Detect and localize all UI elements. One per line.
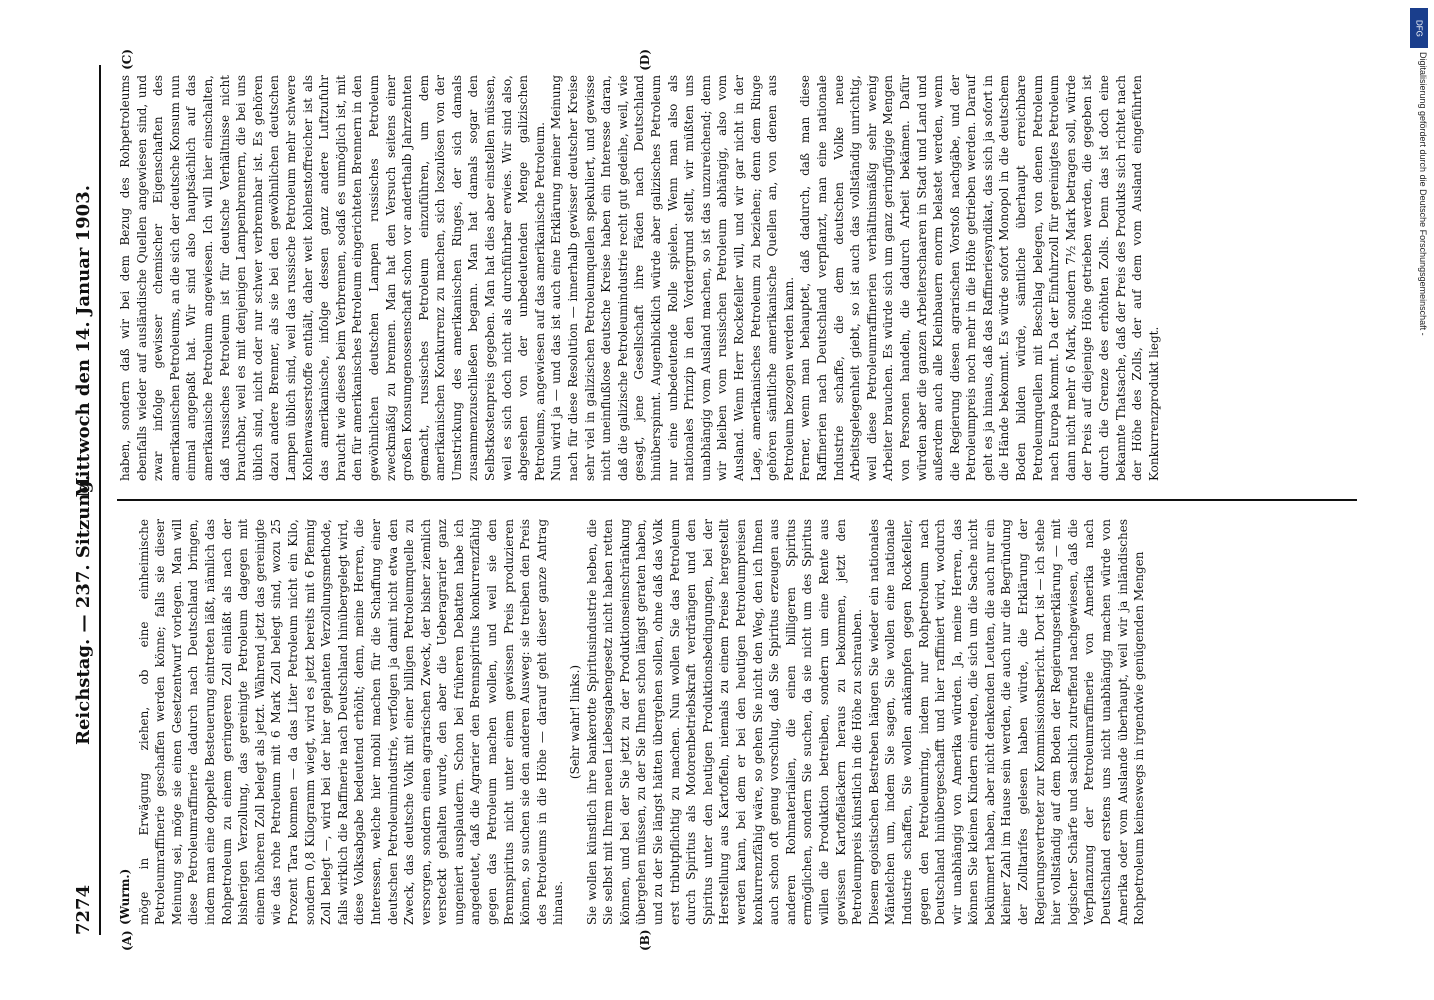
interjection: (Sehr wahr! links.) (568, 664, 583, 780)
paragraph: Diesem egoistischen Bestreben hängen Sie wieder ein nationales Mäntelchen um, indem Sie sagen, Sie wollen eine nationale Industrie schaffen, Sie wollen ankämpfen gegen Rockefeller, gegen den Petroleumring, indem nur Rohpetroleum nach Deutschland hinübergeschafft und hier raffiniert wird, wodurch wir unabhängig von Amerika würden. Ja, meine Herren, das können Sie kleinen Kindern einreden, die sich um die Sache nicht bekümmert haben, aber nicht denkenden Leuten, die auch nur ein kleiner Zahl im Hause sein werden, die auch nur die Begründung der Zolltarifes gelesen haben würde, die Erklärung der Regierungsvertreter zur Kommissionsbericht. Dort ist — ich stehe hier vollständig auf dem Boden der Regierungserklärung — mit logischer Schärfe und sachlich zutreffend nachgewiesen, daß die Verpflanzung der Petroleumraffinerie von Amerika nach Deutschland erstens uns nicht unabhängig machen würde von Amerika oder vom Auslande überhaupt, weil wir ja inländisches Rohpetroleum keineswegs in irgendwie genügenden Mengen (866, 519, 1147, 925)
session-date: Mittwoch den 14. Januar 1903. (73, 185, 94, 498)
column-divider (117, 499, 1357, 501)
paragraph: Nun wird ja — und das ist auch eine Erklärung meiner Meinung nach für diese Resolution — innerhalb gewisser deutscher Kreise sehr viel in galizischen Petroleumquellen spekuliert, und gewisse nicht uneinflußlose deutsche Kreise haben ein Interesse daran, daß die galizische Petroleumindustrie recht gut gedeihe, weil, wie gesagt, jene Gesellschaft ihre Fäden nach Deutschland hinüberspinnt. Augenblicklich würde aber galizisches Petroleum nur eine unbedeutende Rolle spielen. Wenn man also als nationales Prinzip in den Vordergrund stellt, wir müßten uns unabhängig vom Ausland machen, so ist das unzureichend; denn wir bleiben vom russischen Petroleum abhängig, also vom Ausland. Wenn Herr Rockefeller will, und wir gar nicht in der Lage, amerikanisches Petroleum zu beziehen; denn dem Ringe gehören sämtliche amerikanische Quellen an, von denen aus Petroleum bezogen werden kann. (549, 75, 796, 481)
left-column (117, 519, 1357, 951)
page-number: 7274 (73, 884, 94, 935)
paragraph: möge in Erwägung ziehen, ob eine einheimische Petroleumraffinerie geschaffen werden könne; falls sie dieser Meinung sei, möge sie einen Gesetzentwurf vorlegen. Man will diese Petroleumraffinerie dadurch nach Deutschland bringen, indem man eine doppelte Besteuerung eintreten läßt, nämlich das Rohpetroleum zu einem geringeren Zoll einläßt als nach der bisherigen Verzollung, das gereinigte Petroleum dagegen mit einem höheren Zoll belegt als jetzt. Während jetzt das gereinigte wie das rohe Petroleum mit 6 Mark Zoll belegt sind, wozu 25 Prozent Tara kommen — da das Liter Petroleum nicht ein Kilo, sondern 0,8 Kilogramm wiegt, wird es jetzt bereits mit 6 Pfennig Zoll belegt —, wird bei der hier geplanten Verzollungsmethode, falls wirklich die Raffinerie nach Deutschland hinübergelegt wird, diese Volksabgabe bedeutend erhöht; denn, meine Herren, die Interessen, welche hier mobil machen für die Schaffung einer deutschen Petroleumindustrie, verfolgen ja damit nicht etwa den Zweck, das deutsche Volk mit einer billigen Petroleumquelle zu versorgen, sondern einen agrarischen Zweck, der bisher ziemlich versteckt gehalten wurde, den aber die Ueberagrarier ganz ungeniert ausplaudern. Schon bei früheren Debatten habe ich angedeutet, daß die Agrarier den Brennspiritus konkurrenzfähig gegen das Petroleum machen wollen, und weil sie den Brennspiritus nicht unter einem gewissen Preis produzieren können, so suchen sie den anderen Ausweg: sie treiben den Preis des Petroleums in die Höhe — darauf geht dieser ganze Antrag hinaus. (136, 519, 566, 925)
margin-marker-a: (A) (120, 930, 134, 951)
rotated-page (57, 35, 1377, 965)
text-columns (117, 49, 1357, 951)
margin-marker-c: (C) (120, 49, 134, 70)
paragraph: haben, sondern daß wir bei dem Bezug des Rohpetroleums ebenfalls wieder auf ausländische Quellen angewiesen sind, und zwar infolge gewisser chemischer Eigenschaften des amerikanischen Petroleums, an die sich der deutsche Konsum nun einmal angepaßt hat. Wir sind also hauptsächlich auf das amerikanische Petroleum angewiesen. Ich will hier einschalten, daß russisches Petroleum ist für deutsche Verhältnisse nicht brauchbar, weil es mit denjenigen Lampenbrennern, die bei uns üblich sind, nicht oder nur schwer verbrennbar ist. Es gehören dazu andere Brenner, als sie bei den gewöhnlichen deutschen Lampen üblich sind, weil das russische Petroleum mehr schwere Kohlenwasserstoffe enthält, daher weit kohlenstoffreicher ist als das amerikanische, infolge dessen ganz andere Luftzufuhr braucht wie dieses beim Verbrennen, sodaß es unmöglich ist, mit den für amerikanisches Petroleum eingerichteten Brennern in den gewöhnlichen deutschen Lampen russisches Petroleum zweckmäßig zu brennen. Man hat den Versuch seitens einer großen Konsumgenossenschaft schon vor anderthalb Jahrzehnten gemacht, russisches Petroleum einzuführen, um dem amerikanischen Konkurrenz zu machen, sich loszulösen von der Umstrickung des amerikanischen Ringes, der sich damals zusammenzuschließen begann. Man hat damals sogar den Selbstkostenpreis gegeben. Man hat dies aber einstellen müssen, weil es sich doch nicht als durchführbar erwies. Wir sind also, abgesehen von der unbedeutenden Menge galizischen Petroleums, angewiesen auf das amerikanische Petroleum. (118, 75, 547, 481)
paragraph: Sie wollen künstlich ihre bankerotte Spiritusindustrie heben, die Sie selbst mit Ihrem neuen Liebesgabengesetz nicht haben retten können, und bei der Sie jetzt zu der Produktionseinschränkung übergehen müssen, zu der Sie Ihnen schon längst geraten haben, und zu der Sie längst hätten übergehen sollen, ohne daß das Volk erst tributpflichtig zu machen. Nun wollen Sie das Petroleum durch Spiritus als Motorenbetriebskraft verdrängen und den Spiritus unter den heutigen Produktionsbedingungen, bei der Herstellung aus Kartoffeln, niemals zu einem Preise hergestellt werden kann, bei dem er bei den heutigen Petroleumpreisen konkurrenzfähig wäre, so gehen Sie nicht den Weg, den ich Ihnen auch schon oft genug vorschlug, daß Sie Spiritus erzeugen aus anderen Rohmaterialien, die einen billigeren Spiritus ermöglichen, sondern Sie suchen, da sie nicht um des Spiritus willen die Produktion betreiben, sondern um eine Rente aus gewissen Kartoffeläckern heraus zu bekommen, jetzt den Petroleumpreis künstlich in die Höhe zu schrauben. (584, 519, 865, 925)
right-column (117, 49, 1357, 481)
dfg-logo: DFG (1410, 8, 1428, 48)
margin-marker-d: (D) (638, 49, 652, 71)
page-header (67, 65, 101, 935)
margin-marker-b: (B) (638, 929, 652, 951)
session-title: Reichstag. — 237. Sitzung. (73, 474, 94, 745)
digitization-note: Digitalisierung gefördert durch die Deutsche Forschungsgemeinschaft - (1418, 52, 1428, 336)
paragraph: Ferner, wenn man behauptet, daß dadurch, daß man diese Raffinerien nach Deutschland verpflanzt, man eine nationale Industrie schaffe, die dem deutschen Volke neue Arbeitsgelegenheit giebt, so ist auch das vollständig unrichtig, weil diese Petroleumraffinerien verhältnismäßig sehr wenig Arbeiter brauchen. Es würde sich um ganz geringfügige Mengen von Personen handeln, die dadurch Arbeit bekämen. Dafür würden aber die ganzen Arbeiterschaaren in Stadt und Land und außerdem auch alle Kleinbauern enorm belastet werden, wenn die Regierung diesen agrarischen Vorstoß nachgäbe, und der Petroleumpreis noch mehr in die Höhe getrieben werden. Darauf geht es ja hinaus, daß das Raffineriesyndikat, das sich ja sofort in die Hände bekommt. Es würde sofort Monopol in die deutschem Boden bilden würde, sämtliche überhaupt erreichbare Petroleumquellen mit Beschlag belegen, von denen Petroleum nach Europa kommt. Da der Einfuhrzoll für gereinigtes Petroleum dann nicht mehr 6 Mark, sondern 7½ Mark betragen soll, würde der Preis auf diejenige Höhe getrieben werden, die gegeben ist durch die Grenze des erhöhten Zolls. Denn das ist doch eine bekannte Thatsache, daß der Preis des Produkts sich richtet nach der Höhe des Zolls, der auf dem vom Ausland eingeführten Konkurrenzprodukt liegt. (798, 75, 1161, 481)
speaker-name: (Wurm.) (118, 868, 132, 925)
